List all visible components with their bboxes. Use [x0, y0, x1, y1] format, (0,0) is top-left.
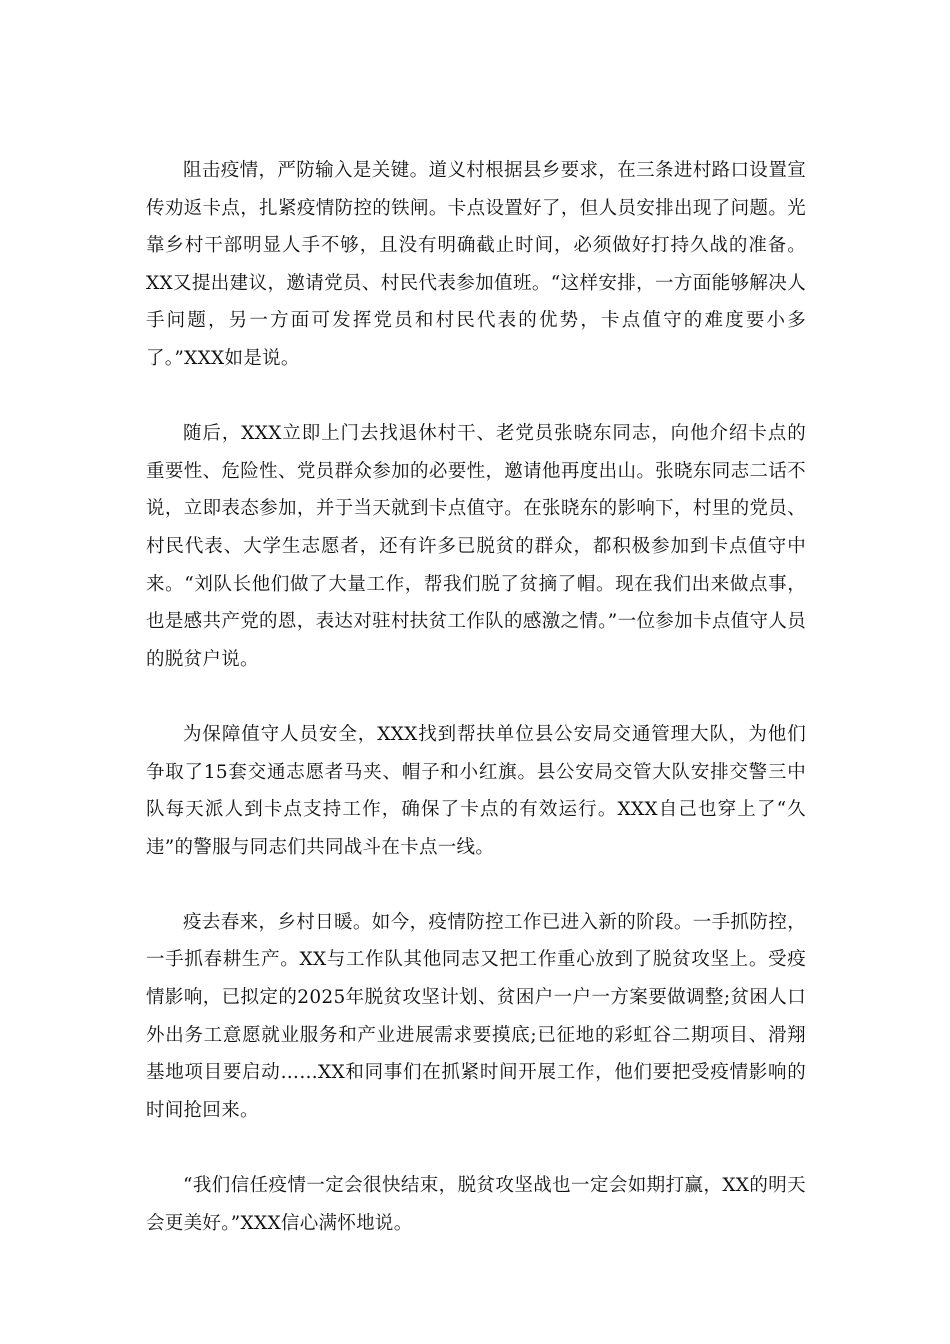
- paragraph-1: 阻击疫情，严防输入是关键。道义村根据县乡要求，在三条进村路口设置宣传劝返卡点，扎紧疫情防控的铁闸。卡点设置好了，但人员安排出现了问题。光靠乡村干部明显人手不够，且没有明确截止时间，必须做好打持久战的准备。XX又提出建议，邀请党员、村民代表参加值班。“这样安排，一方面能够解决人手问题，另一方面可发挥党员和村民代表的优势，卡点值守的难度要小多了。”XXX如是说。: [146, 160, 806, 369]
- paragraph-5: “我们信任疫情一定会很快结束，脱贫攻坚战也一定会如期打赢，XX的明天会更美好。”XXX信心满怀地说。: [146, 1175, 806, 1234]
- paragraph-2: 随后，XXX立即上门去找退休村干、老党员张晓东同志，向他介绍卡点的重要性、危险性、党员群众参加的必要性，邀请他再度出山。张晓东同志二话不说，立即表态参加，并于当天就到卡点值守。在张晓东的影响下，村里的党员、村民代表、大学生志愿者，还有许多已脱贫的群众，都积极参加到卡点值守中来。“刘队长他们做了大量工作，帮我们脱了贫摘了帽。现在我们出来做点事，也是感共产党的恩，表达对驻村扶贫工作队的感激之情。”一位参加卡点值守人员的脱贫户说。: [146, 423, 806, 670]
- document-body: [146, 152, 806, 1242]
- paragraph-4: 疫去春来，乡村日暖。如今，疫情防控工作已进入新的阶段。一手抓防控，一手抓春耕生产。XX与工作队其他同志又把工作重心放到了脱贫攻坚上。受疫情影响，已拟定的2025年脱贫攻坚计划、贫困户一户一方案要做调整;贫困人口外出务工意愿就业服务和产业进展需求要摸底;已征地的彩虹谷二期项目、滑翔基地项目要启动……XX和同事们在抓紧时间开展工作，他们要把受疫情影响的时间抢回来。: [146, 911, 806, 1121]
- paragraph-3: 为保障值守人员安全，XXX找到帮扶单位县公安局交通管理大队，为他们争取了15套交通志愿者马夹、帽子和小红旗。县公安局交管大队安排交警三中队每天派人到卡点支持工作，确保了卡点的有效运行。XXX自己也穿上了“久违”的警服与同志们共同战斗在卡点一线。: [146, 723, 806, 858]
